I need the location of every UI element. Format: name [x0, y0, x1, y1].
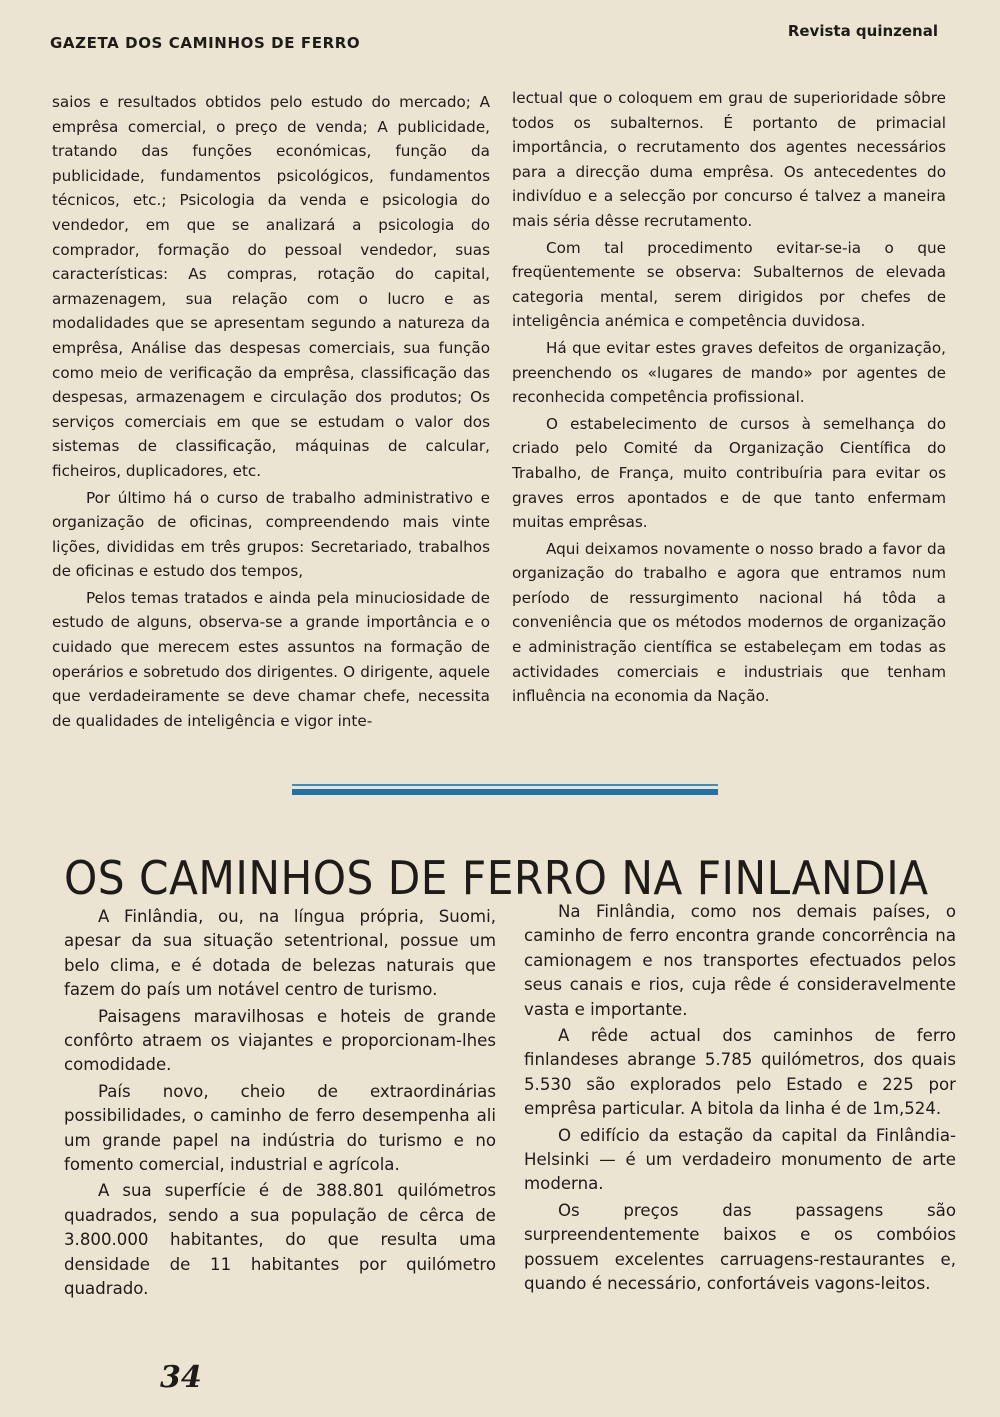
paragraph: Pelos temas tratados e ainda pela minuciosidade de estudo de alguns, observa-se a grande importância e o cuidado que merecem estes assuntos na formação de operários e sobretudo dos dirigentes. O dirigente, aquele que verdadeiramente se deve chamar chefe, necessita de qualidades de inteligência e vigor inte- — [52, 588, 490, 730]
paragraph: saios e resultados obtidos pelo estudo do mercado; A emprêsa comercial, o preço de venda; A publicidade, tratando das funções económicas, função da publicidade, fundamentos psicológicos, fundamentos técnicos, etc.; Psicologia da venda e psicologia do vendedor, em que se analizará a psicologia do comprador, formação do pessoal vendedor, suas características: As compras, rotação do capital, armazenagem, sua relação com o lucro e as modalidades que se apresentam segundo a natureza da emprêsa, Análise das despesas comerciais, sua função como meio de verificação da emprêsa, classificação das despesas, armazenagem e circulação dos produtos; Os serviços comerciais em que se estudam o valor dos sistemas de classificação, máquinas de calcular, ficheiros, duplicadores, etc. — [52, 93, 490, 480]
journal-name: GAZETA DOS CAMINHOS DE FERRO — [50, 34, 361, 52]
article-right-column — [524, 900, 956, 1297]
paragraph: A Finlândia, ou, na língua própria, Suomi, apesar da sua situação setentrional, possue um belo clima, e é dotada de belezas naturais que fazem do país um notável centro de turismo. — [64, 907, 496, 1000]
paragraph: O estabelecimento de cursos à semelhança do criado pelo Comité da Organização Científica do Trabalho, de França, muito contribuíria para evitar os graves erros apontados e de que tanto enfermam muitas emprêsas. — [512, 414, 946, 532]
article-title: OS CAMINHOS DE FERRO NA FINLANDIA — [64, 850, 929, 905]
paragraph: Por último há o curso de trabalho administrativo e organização de oficinas, compreendendo mais vinte lições, divididas em três grupos: Secretariado, trabalhos de oficinas e estudo dos tempos, — [52, 488, 490, 581]
paragraph: Aqui deixamos novamente o nosso brado a favor da organização do trabalho e agora que entramos num período de ressurgimento nacional há tôda a conveniência que os métodos modernos de organização e administração científica se estabeleçam em todas as actividades comerciais e industriais que tenham influência na economia da Nação. — [512, 539, 946, 706]
paragraph: Na Finlândia, como nos demais países, o caminho de ferro encontra grande concorrência na camionagem e nos transportes efectuados pelos seus canais e rios, cuja rêde é consideravelmente vasta e importante. — [524, 902, 956, 1019]
paragraph: A rêde actual dos caminhos de ferro finlandeses abrange 5.785 quilómetros, dos quais 5.530 são explorados pelo Estado e 225 por emprêsa particular. A bitola da linha é de 1m,524. — [524, 1026, 956, 1119]
page-number: 34 — [160, 1360, 202, 1395]
issue-label: Revista quinzenal — [787, 22, 938, 40]
article-left-column — [64, 905, 496, 1302]
continued-article-left-column — [52, 90, 490, 733]
paragraph: País novo, cheio de extraordinárias possibilidades, o caminho de ferro desempenha ali um grande papel na indústria do turismo e no fomento comercial, industrial e agrícola. — [64, 1081, 496, 1175]
paragraph: Paisagens maravilhosas e hoteis de grande confôrto atraem os viajantes e proporcionam-lhes comodidade. — [64, 1006, 496, 1075]
paragraph: Com tal procedimento evitar-se-ia o que freqüentemente se observa: Subalternos de elevada categoria mental, serem dirigidos por chefes de inteligência anémica e competência duvidosa. — [512, 238, 946, 331]
paragraph: Há que evitar estes graves defeitos de organização, preenchendo os «lugares de mando» por agentes de reconhecida competência profissional. — [512, 338, 946, 407]
paragraph: Os preços das passagens são surpreendentemente baixos e os combóios possuem excelentes carruagens-restaurantes e, quando é necessário, confortáveis vagons-leitos. — [524, 1200, 956, 1294]
continued-article-right-column — [512, 86, 946, 709]
section-divider-rule — [292, 784, 718, 795]
paragraph: A sua superfície é de 388.801 quilómetros quadrados, sendo a sua população de cêrca de 3.800.000 habitantes, do que resulta uma densidade de 11 habitantes por quilómetro quadrado. — [64, 1181, 496, 1299]
paragraph: lectual que o coloquem em grau de superioridade sôbre todos os subalternos. É portanto de primacial importância, o recrutamento dos agentes necessários para a direcção duma emprêsa. Os antecedentes do indivíduo e a selecção por concurso é talvez a maneira mais séria dêsse recrutamento. — [512, 89, 946, 230]
paragraph: O edifício da estação da capital da Finlândia-Helsinki — é um verdadeiro monumento de arte moderna. — [524, 1125, 956, 1194]
